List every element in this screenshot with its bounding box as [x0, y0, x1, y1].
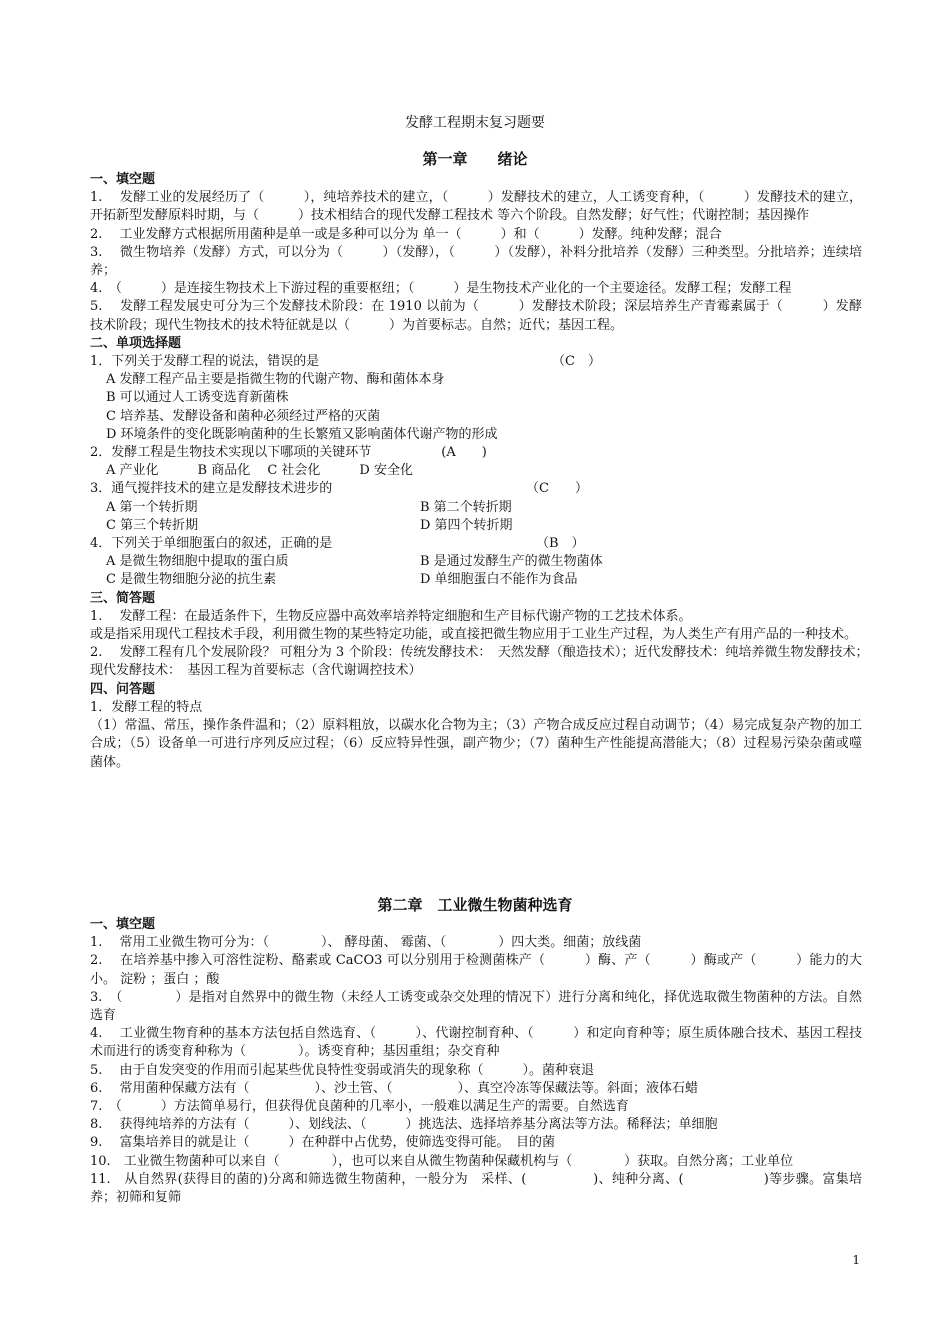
mc-option: A 发酵工程产品主要是指微生物的代谢产物、酶和菌体本身	[106, 372, 445, 388]
mc-option: B 是通过发酵生产的微生物菌体	[420, 554, 603, 570]
section-heading: 一、填空题	[90, 917, 156, 932]
mc-option: D 第四个转折期	[420, 517, 513, 533]
mc-option: C 第三个转折期	[106, 517, 199, 533]
mc-option: A 第一个转折期	[106, 499, 198, 515]
essay-answer: （1）常温、常压，操作条件温和；（2）原料粗放，以碳水化合物为主；（3）产物合成反应过程自动调节；（4）易完成复杂产物的加工合成；（5）设备单一可进行序列反应过程；（6）反应特异性强，副产物少；（7）菌种生产性能提高潜能大；（8）过程易污染杂菌或噬菌体。	[90, 718, 862, 770]
mc-question-text: 3．通气搅拌技术的建立是发酵技术进步的	[90, 481, 333, 497]
fill-blank-item: 3. （ ）是指对自然界中的微生物（未经人工诱变或杂交处理的情况下）进行分离和纯化，择优选取微生物菌种的方法。自然选育	[90, 989, 862, 1024]
fill-blank-item: 7. （ ）方法简单易行，但获得优良菌种的几率小，一般难以满足生产的需要。自然选育	[90, 1099, 629, 1115]
fill-blank-item: 1. 发酵工业的发展经历了（ ），纯培养技术的建立，（ ）发酵技术的建立，人工诱变育种，（ ）发酵技术的建立，开拓新型发酵原料时期，与（ ）技术相结合的现代发酵工程技术 等六个阶段。自然发酵；好气性；代谢控制；基因操作	[90, 190, 862, 224]
mc-answer: (A )	[441, 445, 487, 461]
mc-option-row	[90, 553, 862, 571]
mc-option-row	[90, 571, 862, 589]
mc-option: A 是微生物细胞中提取的蛋白质	[106, 554, 289, 570]
mc-option: B 可以通过人工诱变选育新菌株	[106, 390, 289, 406]
mc-option-row	[90, 499, 862, 517]
chapter-2-title: 第二章 工业微生物菌种选育	[377, 896, 573, 914]
fill-blank-item: 3. 微生物培养（发酵）方式，可以分为（ ）（发酵），（ ）（发酵），补料分批培养（发酵）三种类型。分批培养；连续培养；	[90, 244, 862, 279]
section-heading: 三、简答题	[90, 590, 156, 606]
fill-blank-item: 2. 工业发酵方式根据所用菌种是单一或是多种可以分为 单一（ ）和（ ）发酵。纯种发酵；混合	[90, 226, 722, 242]
mc-question-text: 4．下列关于单细胞蛋白的叙述，正确的是	[90, 536, 333, 552]
mc-option: C 是微生物细胞分泌的抗生素	[106, 572, 277, 588]
mc-option: C 培养基、发酵设备和菌种必须经过严格的灭菌	[106, 408, 381, 424]
mc-answer: （C ）	[552, 354, 601, 370]
mc-option-row	[90, 517, 862, 535]
fill-blank-item: 9. 富集培养目的就是让（ ）在种群中占优势，使筛选变得可能。 目的菌	[90, 1135, 556, 1151]
mc-option: D 单细胞蛋白不能作为食品	[420, 572, 578, 588]
short-answer-text: 1. 发酵工程：在最适条件下，生物反应器中高效率培养特定细胞和生产目标代谢产物的工艺技术体系。	[90, 608, 692, 624]
page-number: 1	[852, 1253, 860, 1267]
mc-question-text: 2．发酵工程是生物技术实现以下哪项的关键环节	[90, 445, 372, 461]
mc-question	[90, 480, 862, 498]
mc-answer: （C ）	[526, 481, 588, 497]
essay-question: 1．发酵工程的特点	[90, 699, 203, 715]
section-heading: 四、问答题	[90, 681, 156, 697]
fill-blank-item: 11. 从自然界(获得目的菌的)分离和筛选微生物菌种，一般分为 采样、( )、纯种分离、( )等步骤。富集培养；初筛和复筛	[90, 1171, 862, 1206]
fill-blank-item: 4. 工业微生物育种的基本方法包括自然选育、（ ）、代谢控制育种、（ ）和定向育种等；原生质体融合技术、基因工程技术而进行的诱变育种称为（ ）。诱变育种；基因重组；杂交育种	[90, 1026, 862, 1060]
fill-blank-item: 1. 常用工业微生物可分为：（ ）、 酵母菌、 霉菌、（ ）四大类。细菌；放线菌	[90, 935, 642, 951]
mc-option: B 第二个转折期	[420, 499, 512, 515]
mc-question-text: 1．下列关于发酵工程的说法，错误的是	[90, 354, 320, 370]
section-heading: 二、单项选择题	[90, 335, 182, 351]
short-answer-text: 2. 发酵工程有几个发展阶段？ 可粗分为 3 个阶段：传统发酵技术： 天然发酵（酿造技术）；近代发酵技术：纯培养微生物发酵技术； 现代发酵技术： 基因工程为首要标志（含代谢调控技术）	[90, 645, 876, 679]
fill-blank-item: 5. 由于自发突变的作用而引起某些优良特性变弱或消失的现象称（ ）。菌种衰退	[90, 1062, 595, 1078]
mc-option: D 环境条件的变化既影响菌种的生长繁殖又影响菌体代谢产物的形成	[106, 426, 498, 442]
section-heading: 一、填空题	[90, 172, 156, 187]
short-answer-text: 或是指采用现代工程技术手段，利用微生物的某些特定功能，或直接把微生物应用于工业生产过程，为人类生产有用产品的一种技术。	[90, 627, 858, 643]
document-title: 发酵工程期末复习题要	[405, 115, 545, 131]
chapter-1-title: 第一章 绪论	[422, 150, 528, 168]
fill-blank-item: 6. 常用菌种保藏方法有（ ）、沙土管、（ ）、真空冷冻等保藏法等。斜面；液体石蜡	[90, 1080, 699, 1096]
fill-blank-item: 5. 发酵工程发展史可分为三个发酵技术阶段：在 1910 以前为（ ）发酵技术阶段；深层培养生产青霉素属于（ ）发酵技术阶段；现代生物技术的技术特征就是以（ ）为首要标志。自然；近代；基因工程。	[90, 299, 862, 333]
fill-blank-item: 10. 工业微生物菌种可以来自（ ），也可以来自从微生物菌种保藏机构与（ ）获取。自然分离；工业单位	[90, 1153, 794, 1169]
mc-question	[90, 444, 862, 462]
mc-option: A 产业化 B 商品化 C 社会化 D 安全化	[106, 463, 413, 479]
fill-blank-item: 2. 在培养基中掺入可溶性淀粉、酪素或 CaCO3 可以分别用于检测菌株产（ ）酶、产（ ）酶或产（ ）能力的大小。 淀粉 ；蛋白 ；酸	[90, 953, 862, 987]
mc-question	[90, 353, 862, 371]
chapter-1-content	[90, 171, 876, 772]
fill-blank-item: 4. （ ）是连接生物技术上下游过程的重要枢纽；（ ）是生物技术产业化的一个主要途径。发酵工程；发酵工程	[90, 281, 792, 297]
fill-blank-item: 8. 获得纯培养的方法有（ ）、划线法、（ ）挑选法、选择培养基分离法等方法。稀释法；单细胞	[90, 1117, 718, 1133]
mc-answer: （B ）	[536, 536, 585, 552]
mc-question	[90, 535, 862, 553]
chapter-2-content	[90, 916, 862, 1207]
